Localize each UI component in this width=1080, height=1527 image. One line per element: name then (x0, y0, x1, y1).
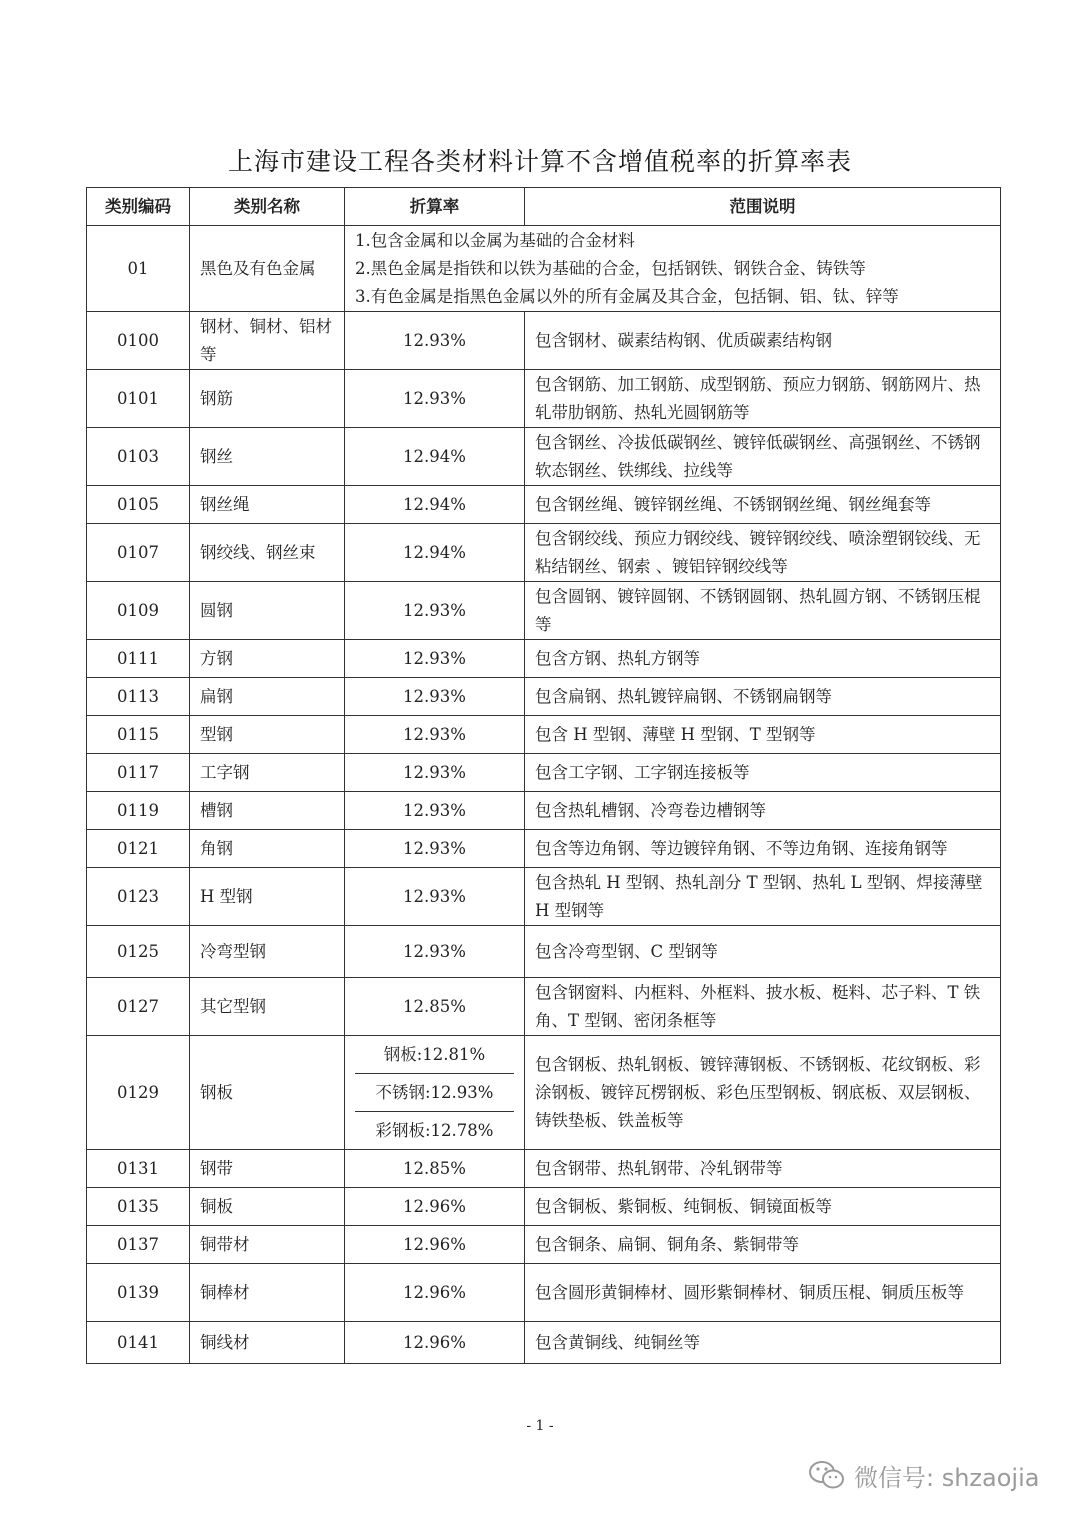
group-code: 01 (87, 226, 190, 312)
row-code: 0115 (87, 716, 190, 754)
row-description: 包含热轧 H 型钢、热轧剖分 T 型钢、热轧 L 型钢、焊接薄壁 H 型钢等 (525, 868, 1001, 926)
row-description: 包含圆形黄铜棒材、圆形紫铜棒材、铜质压棍、铜质压板等 (525, 1264, 1001, 1322)
row-name: 钢丝 (190, 428, 345, 486)
row-description: 包含钢筋、加工钢筋、成型钢筋、预应力钢筋、钢筋网片、热轧带肋钢筋、热轧光圆钢筋等 (525, 370, 1001, 428)
row-code: 0135 (87, 1188, 190, 1226)
row-rate-sub: 彩钢板:12.78% (375, 1121, 494, 1140)
row-description: 包含工字钢、工字钢连接板等 (525, 754, 1001, 792)
row-name: 角钢 (190, 830, 345, 868)
row-rate-sub: 钢板:12.81% (355, 1036, 514, 1074)
table-row (87, 926, 1001, 978)
row-code: 0137 (87, 1226, 190, 1264)
row-rate: 12.93% (345, 868, 525, 926)
row-rate: 12.93% (345, 678, 525, 716)
row-rate: 12.94% (345, 486, 525, 524)
row-code: 0121 (87, 830, 190, 868)
header-row (87, 188, 1001, 226)
table-row (87, 754, 1001, 792)
row-description: 包含钢板、热轧钢板、镀锌薄钢板、不锈钢板、花纹钢板、彩涂钢板、镀锌瓦楞钢板、彩色压型钢板、钢底板、双层钢板、铸铁垫板、铁盖板等 (525, 1036, 1001, 1150)
row-rate: 12.94% (345, 428, 525, 486)
group-description-line: 1.包含金属和以金属为基础的合金材料 (355, 230, 635, 250)
row-rate: 12.93% (345, 926, 525, 978)
table-row (87, 428, 1001, 486)
watermark (808, 1455, 1039, 1495)
table-row (87, 1226, 1001, 1264)
row-description: 包含钢丝绳、镀锌钢丝绳、不锈钢钢丝绳、钢丝绳套等 (525, 486, 1001, 524)
row-rate: 12.93% (345, 716, 525, 754)
row-name: 圆钢 (190, 582, 345, 640)
table-row (87, 1188, 1001, 1226)
table-row (87, 830, 1001, 868)
row-code: 0139 (87, 1264, 190, 1322)
header-code: 类别编码 (87, 188, 190, 226)
row-rate: 12.96% (345, 1322, 525, 1364)
row-code: 0107 (87, 524, 190, 582)
row-code: 0117 (87, 754, 190, 792)
row-name: 铜板 (190, 1188, 345, 1226)
table-row (87, 312, 1001, 370)
row-name: 钢丝绳 (190, 486, 345, 524)
row-description: 包含黄铜线、纯铜丝等 (525, 1322, 1001, 1364)
row-rate-sub: 不锈钢:12.93% (355, 1074, 514, 1112)
row-code: 0105 (87, 486, 190, 524)
row-description: 包含冷弯型钢、C 型钢等 (525, 926, 1001, 978)
page-title: 上海市建设工程各类材料计算不含增值税率的折算率表 (227, 147, 852, 176)
row-rate: 12.93% (345, 792, 525, 830)
row-description: 包含圆钢、镀锌圆钢、不锈钢圆钢、热轧圆方钢、不锈钢压棍等 (525, 582, 1001, 640)
header-rate: 折算率 (345, 188, 525, 226)
page-number: - 1 - (526, 1418, 554, 1434)
row-rate: 12.93% (345, 312, 525, 370)
row-description: 包含铜条、扁铜、铜角条、紫铜带等 (525, 1226, 1001, 1264)
row-description: 包含热轧槽钢、冷弯卷边槽钢等 (525, 792, 1001, 830)
table-row (87, 868, 1001, 926)
row-rate: 12.85% (345, 978, 525, 1036)
row-name: 槽钢 (190, 792, 345, 830)
row-code: 0127 (87, 978, 190, 1036)
row-description: 包含钢带、热轧钢带、冷轧钢带等 (525, 1150, 1001, 1188)
group-description-line: 3.有色金属是指黑色金属以外的所有金属及其合金，包括铜、铝、钛、锌等 (355, 286, 899, 306)
row-code: 0129 (87, 1036, 190, 1150)
row-description: 包含等边角钢、等边镀锌角钢、不等边角钢、连接角钢等 (525, 830, 1001, 868)
row-name: 其它型钢 (190, 978, 345, 1036)
row-name: 钢带 (190, 1150, 345, 1188)
group-description-line: 2.黑色金属是指铁和以铁为基础的合金，包括钢铁、钢铁合金、铸铁等 (355, 258, 866, 278)
group-row (87, 226, 1001, 312)
table-row (87, 486, 1001, 524)
row-rate: 12.93% (345, 582, 525, 640)
table-row (87, 524, 1001, 582)
row-rate-stack (345, 1036, 525, 1150)
header-name: 类别名称 (190, 188, 345, 226)
row-code: 0125 (87, 926, 190, 978)
group-description (345, 226, 1001, 312)
row-description: 包含 H 型钢、薄壁 H 型钢、T 型钢等 (525, 716, 1001, 754)
row-code: 0111 (87, 640, 190, 678)
row-name: 钢板 (190, 1036, 345, 1150)
row-name: H 型钢 (190, 868, 345, 926)
table-row (87, 1036, 1001, 1150)
row-rate: 12.93% (345, 830, 525, 868)
row-code: 0109 (87, 582, 190, 640)
table-row (87, 792, 1001, 830)
row-name: 工字钢 (190, 754, 345, 792)
row-code: 0123 (87, 868, 190, 926)
table-row (87, 640, 1001, 678)
row-description: 包含钢窗料、内框料、外框料、披水板、梃料、芯子料、T 铁角、T 型钢、密闭条框等 (525, 978, 1001, 1036)
table-row (87, 1150, 1001, 1188)
table-row (87, 1264, 1001, 1322)
row-rate: 12.93% (345, 640, 525, 678)
table-row (87, 1322, 1001, 1364)
row-description: 包含钢丝、冷拔低碳钢丝、镀锌低碳钢丝、高强钢丝、不锈钢软态钢丝、铁绑线、拉线等 (525, 428, 1001, 486)
row-code: 0113 (87, 678, 190, 716)
row-rate: 12.96% (345, 1226, 525, 1264)
rate-table (86, 187, 1001, 1364)
row-name: 钢材、铜材、铝材等 (190, 312, 345, 370)
row-rate: 12.93% (345, 370, 525, 428)
row-name: 钢筋 (190, 370, 345, 428)
row-rate: 12.93% (345, 754, 525, 792)
group-name: 黑色及有色金属 (190, 226, 345, 312)
row-code: 0100 (87, 312, 190, 370)
table-row (87, 716, 1001, 754)
row-code: 0101 (87, 370, 190, 428)
row-description: 包含扁钢、热轧镀锌扁钢、不锈钢扁钢等 (525, 678, 1001, 716)
row-code: 0119 (87, 792, 190, 830)
table-row (87, 370, 1001, 428)
watermark-text: 微信号: shzaojia (854, 1463, 1040, 1492)
row-rate: 12.94% (345, 524, 525, 582)
row-description: 包含方钢、热轧方钢等 (525, 640, 1001, 678)
row-name: 铜带材 (190, 1226, 345, 1264)
row-name: 铜线材 (190, 1322, 345, 1364)
row-name: 冷弯型钢 (190, 926, 345, 978)
row-description: 包含钢材、碳素结构钢、优质碳素结构钢 (525, 312, 1001, 370)
table-row (87, 582, 1001, 640)
row-name: 铜棒材 (190, 1264, 345, 1322)
table-row (87, 678, 1001, 716)
row-name: 型钢 (190, 716, 345, 754)
row-rate: 12.96% (345, 1188, 525, 1226)
row-rate: 12.85% (345, 1150, 525, 1188)
row-name: 扁钢 (190, 678, 345, 716)
row-description: 包含钢绞线、预应力钢绞线、镀锌钢绞线、喷涂塑钢铰线、无粘结钢丝、钢索 、镀铝锌钢绞线等 (525, 524, 1001, 582)
row-code: 0103 (87, 428, 190, 486)
table-row (87, 978, 1001, 1036)
row-name: 钢绞线、钢丝束 (190, 524, 345, 582)
wechat-icon (808, 1459, 846, 1491)
row-code: 0141 (87, 1322, 190, 1364)
header-desc: 范围说明 (525, 188, 1001, 226)
row-name: 方钢 (190, 640, 345, 678)
row-description: 包含铜板、紫铜板、纯铜板、铜镜面板等 (525, 1188, 1001, 1226)
row-code: 0131 (87, 1150, 190, 1188)
row-rate: 12.96% (345, 1264, 525, 1322)
